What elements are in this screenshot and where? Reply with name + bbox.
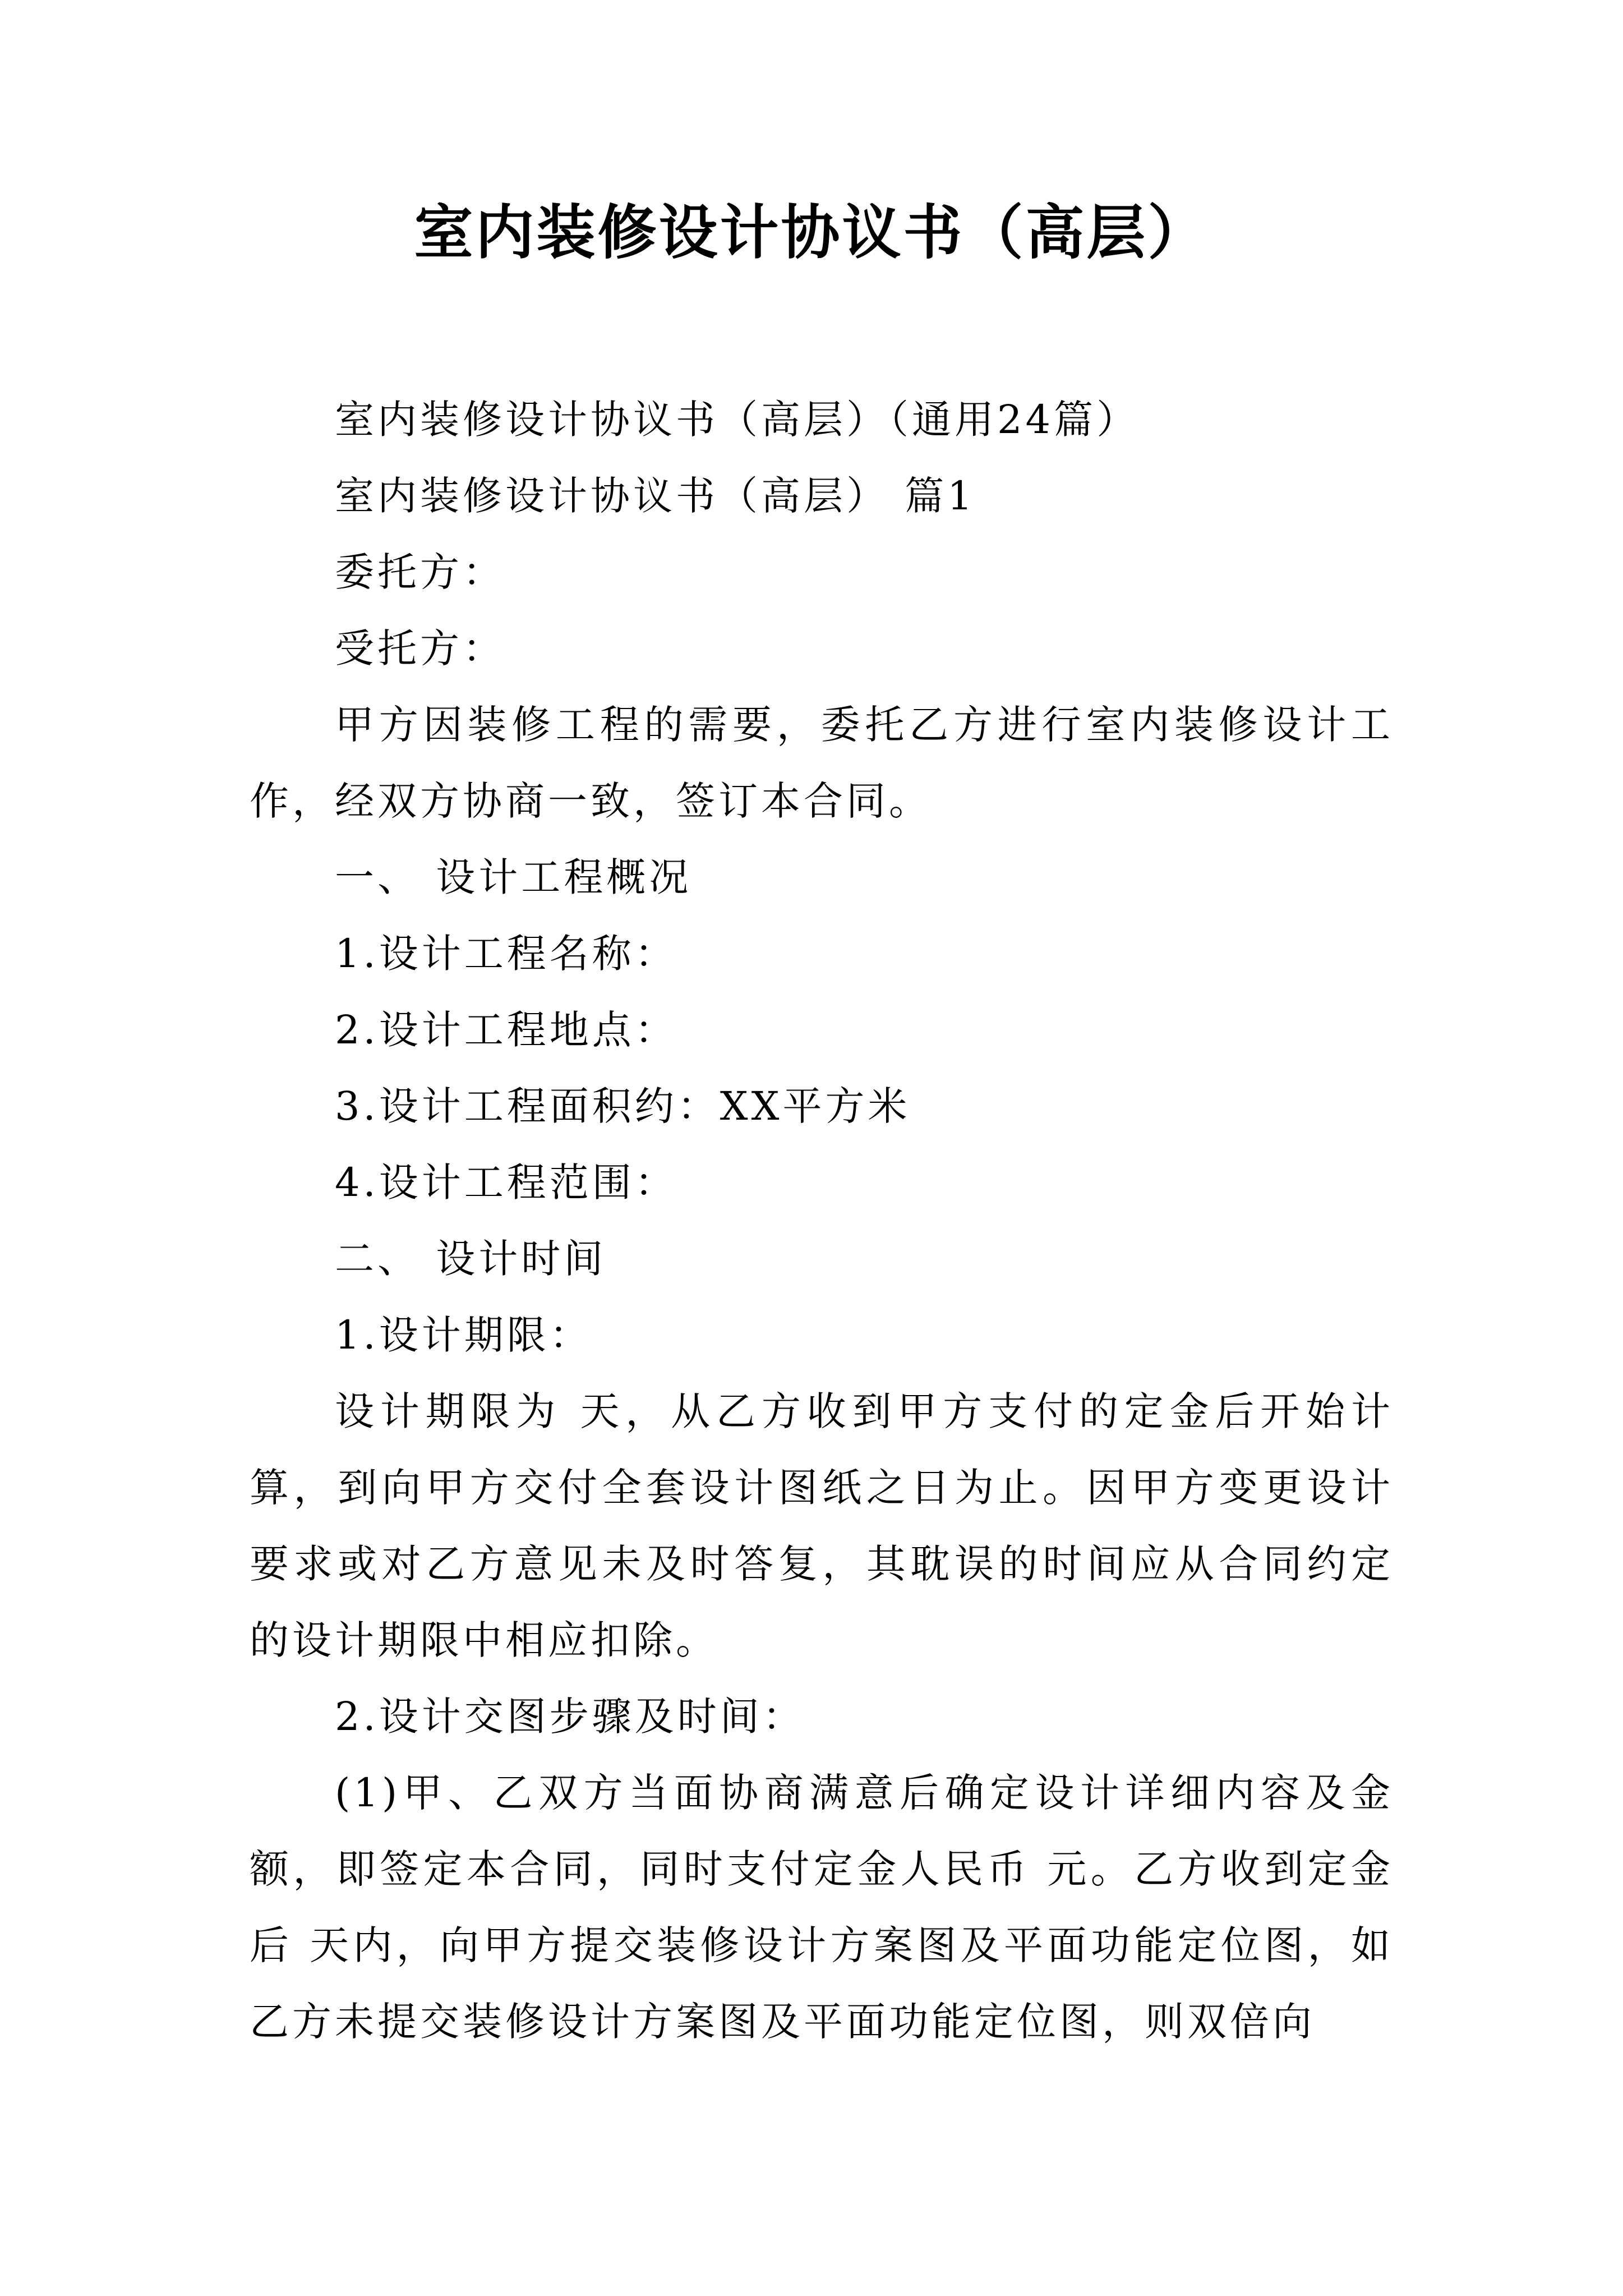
paragraph-intro: 甲方因装修工程的需要，委托乙方进行室内装修设计工作，经双方协商一致，签订本合同。 (250, 702, 1394, 824)
paragraph-collection-title: 室内装修设计协议书（高层）（通用24篇） (335, 397, 1140, 443)
paragraph-heading-overview: 一、 设计工程概况 (335, 854, 692, 900)
paragraph-contractor: 受托方： (335, 625, 505, 671)
paragraph-item-steps: 2.设计交图步骤及时间： (335, 1694, 805, 1740)
paragraph-steps-detail: (1)甲、乙双方当面协商满意后确定设计详细内容及金额，即签定本合同，同时支付定金人民币 元。乙方收到定金后 天内，向甲方提交装修设计方案图及平面功能定位图，如乙方未提交装修设计方案图及平面功能定位图，则双倍向 (250, 1770, 1394, 2045)
paragraph-period-detail: 设计期限为 天，从乙方收到甲方支付的定金后开始计算，到向甲方交付全套设计图纸之日为止。因甲方变更设计要求或对乙方意见未及时答复，其耽误的时间应从合同约定的设计期限中相应扣除。 (250, 1388, 1394, 1663)
document-body (250, 381, 1394, 2060)
paragraph-client: 委托方： (335, 549, 505, 595)
paragraph-item-scope: 4.设计工程范围： (335, 1159, 677, 1205)
paragraph-item-location: 2.设计工程地点： (335, 1007, 677, 1053)
paragraph-item-period: 1.设计期限： (335, 1312, 592, 1358)
paragraph-heading-time: 二、 设计时间 (335, 1236, 607, 1282)
paragraph-item-name: 1.设计工程名称： (335, 931, 677, 977)
paragraph-section-heading: 室内装修设计协议书（高层） 篇1 (335, 473, 976, 519)
paragraph-item-area: 3.设计工程面积约：XX平方米 (335, 1083, 911, 1129)
document-title: 室内装修设计协议书（高层） (414, 199, 1209, 267)
